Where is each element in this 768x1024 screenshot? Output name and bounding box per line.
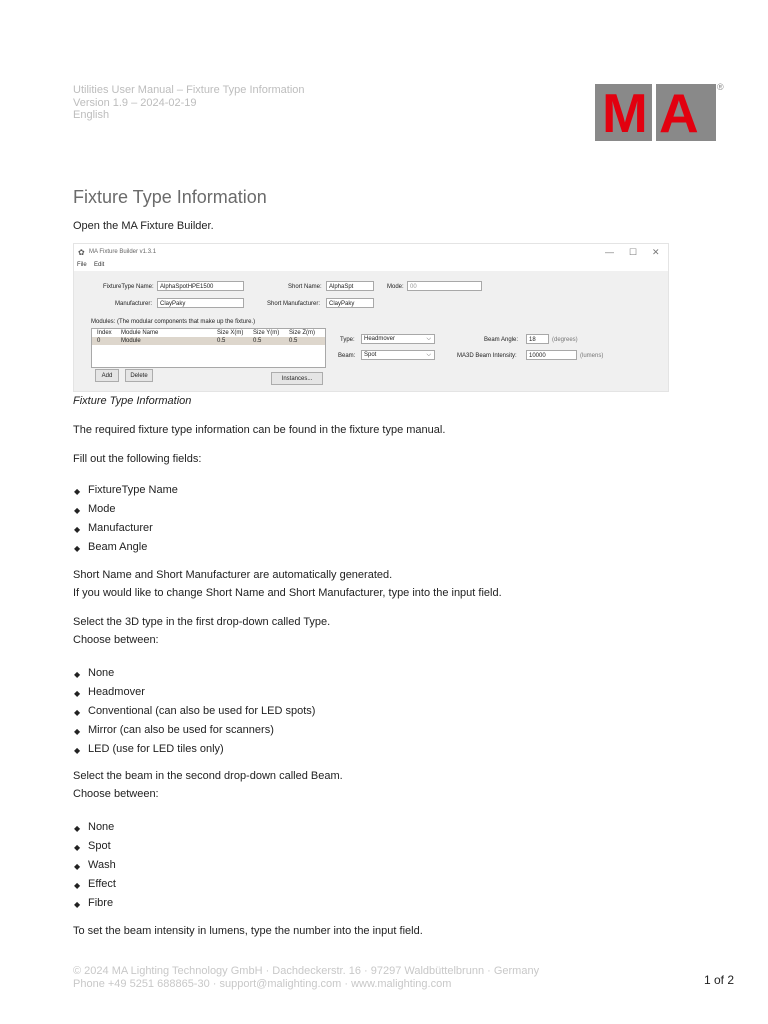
fields-list — [73, 482, 178, 558]
menu-edit[interactable]: Edit — [94, 262, 105, 268]
row-size-x: 0.5 — [217, 338, 226, 344]
col-size-x: Size X(m) — [217, 330, 244, 336]
bullet-icon: ◆ — [74, 900, 81, 909]
window-menubar — [74, 261, 668, 271]
list-item: ◆ LED (use for LED tiles only) — [73, 741, 315, 760]
logo-letter-m: M — [602, 82, 648, 144]
instances-button[interactable]: Instances... — [271, 372, 323, 385]
footer-address: © 2024 MA Lighting Technology GmbH · Dachdeckerstr. 16 · 97297 Waldbüttelbrunn · Germany — [73, 965, 540, 977]
list-item: ◆ Effect — [73, 876, 116, 895]
window-title: MA Fixture Builder v1.3.1 — [89, 249, 157, 255]
list-item: ◆ Spot — [73, 838, 116, 857]
bullet-icon: ◆ — [74, 689, 81, 698]
list-item: ◆ Conventional (can also be used for LED spots) — [73, 703, 315, 722]
col-index: Index — [97, 330, 112, 336]
beam-angle-label: Beam Angle: — [484, 337, 519, 343]
row-size-y: 0.5 — [253, 338, 262, 344]
short-manufacturer-field[interactable]: ClayPaky — [326, 298, 374, 308]
table-row[interactable] — [92, 337, 325, 345]
beam-intensity-label: MA3D Beam Intensity: — [457, 353, 517, 359]
row-size-z: 0.5 — [289, 338, 298, 344]
list-item: ◆ Fibre — [73, 895, 116, 914]
type-select[interactable] — [361, 334, 435, 344]
paragraph-select-type: Select the 3D type in the first drop-down called Type. Choose between: — [73, 616, 331, 646]
logo-letter-a: A — [659, 82, 699, 144]
bullet-icon: ◆ — [74, 670, 81, 679]
col-module-name: Module Name — [121, 330, 159, 336]
bullet-icon: ◆ — [74, 487, 81, 496]
intro-text: Open the MA Fixture Builder. — [73, 220, 214, 232]
list-item: ◆ Beam Angle — [73, 539, 178, 558]
ma-logo — [595, 82, 716, 144]
mode-field[interactable]: 00 — [407, 281, 482, 291]
figure-caption: Fixture Type Information — [73, 395, 192, 407]
beam-angle-field[interactable]: 18 — [526, 334, 549, 344]
type-label: Type: — [340, 337, 355, 343]
beam-label: Beam: — [338, 353, 356, 359]
section-title: Fixture Type Information — [73, 187, 267, 207]
list-item: ◆ Headmover — [73, 684, 315, 703]
manual-title: Utilities User Manual – Fixture Type Information — [73, 84, 305, 96]
close-icon[interactable]: ✕ — [652, 247, 660, 257]
bullet-icon: ◆ — [74, 746, 81, 755]
chevron-down-icon: ⌵ — [426, 352, 431, 358]
fixture-type-name-field[interactable]: AlphaSpotHPE1500 — [157, 281, 244, 291]
short-name-field[interactable]: AlphaSpt — [326, 281, 374, 291]
beam-intensity-field[interactable]: 10000 — [526, 350, 577, 360]
bullet-icon: ◆ — [74, 843, 81, 852]
row-module-name: Module — [121, 338, 141, 344]
list-item: ◆ None — [73, 665, 315, 684]
app-icon: ✿ — [78, 248, 85, 257]
paragraph-select-beam: Select the beam in the second drop-down called Beam. Choose between: — [73, 770, 343, 800]
manufacturer-field[interactable]: ClayPaky — [157, 298, 244, 308]
beam-angle-unit: (degrees) — [552, 337, 578, 343]
menu-file[interactable]: File — [77, 262, 87, 268]
short-name-label: Short Name: — [288, 284, 322, 290]
modules-table-header — [92, 329, 325, 337]
modules-table[interactable] — [91, 328, 326, 368]
mode-label: Mode: — [387, 284, 404, 290]
bullet-icon: ◆ — [74, 525, 81, 534]
beam-select[interactable] — [361, 350, 435, 360]
paragraph-auto-generated: Short Name and Short Manufacturer are automatically generated. If you would like to change Short Name and Short Manufacturer, type into the input field. — [73, 569, 502, 599]
list-item: ◆ Mode — [73, 501, 178, 520]
maximize-icon[interactable]: ☐ — [629, 247, 638, 257]
page-number: 1 of 2 — [704, 973, 735, 987]
footer-contact: Phone +49 5251 688865-30 · support@malighting.com · www.malighting.com — [73, 977, 452, 990]
minimize-icon[interactable]: — — [605, 247, 614, 257]
bullet-icon: ◆ — [74, 824, 81, 833]
col-size-z: Size Z(m) — [289, 330, 315, 336]
delete-button[interactable]: Delete — [125, 369, 153, 382]
type-selected-value: Headmover — [364, 336, 396, 342]
paragraph-beam-intensity: To set the beam intensity in lumens, type the number into the input field. — [73, 925, 423, 937]
fixture-type-name-label: FixtureType Name: — [103, 284, 154, 290]
list-item: ◆ Wash — [73, 857, 116, 876]
beam-selected-value: Spot — [364, 352, 377, 358]
list-item: ◆ Mirror (can also be used for scanners) — [73, 722, 315, 741]
short-manufacturer-label: Short Manufacturer: — [267, 301, 321, 307]
manufacturer-label: Manufacturer: — [115, 301, 153, 307]
type-options-list — [73, 665, 315, 760]
document-footer — [73, 965, 539, 990]
registered-mark: ® — [717, 82, 724, 92]
document-header — [73, 84, 305, 122]
bullet-icon: ◆ — [74, 544, 81, 553]
list-item: ◆ Manufacturer — [73, 520, 178, 539]
language-line: English — [73, 109, 110, 121]
beam-options-list — [73, 819, 116, 914]
beam-intensity-unit: (lumens) — [580, 353, 604, 359]
bullet-icon: ◆ — [74, 727, 81, 736]
bullet-icon: ◆ — [74, 881, 81, 890]
bullet-icon: ◆ — [74, 862, 81, 871]
version-line: Version 1.9 – 2024-02-19 — [73, 96, 197, 109]
bullet-icon: ◆ — [74, 708, 81, 717]
add-button[interactable]: Add — [95, 369, 119, 382]
fixture-builder-screenshot — [73, 243, 669, 392]
bullet-icon: ◆ — [74, 506, 81, 515]
modules-label: Modules: (The modular components that make up the fixture.) — [91, 319, 256, 325]
window-titlebar — [74, 244, 668, 261]
list-item: ◆ FixtureType Name — [73, 482, 178, 501]
chevron-down-icon: ⌵ — [426, 336, 431, 342]
paragraph-required-info: The required fixture type information can be found in the fixture type manual. — [73, 424, 446, 436]
list-item: ◆ None — [73, 819, 116, 838]
paragraph-fill-out: Fill out the following fields: — [73, 453, 202, 465]
row-index: 0 — [97, 338, 101, 344]
col-size-y: Size Y(m) — [253, 330, 280, 336]
logo-divider — [652, 84, 656, 141]
